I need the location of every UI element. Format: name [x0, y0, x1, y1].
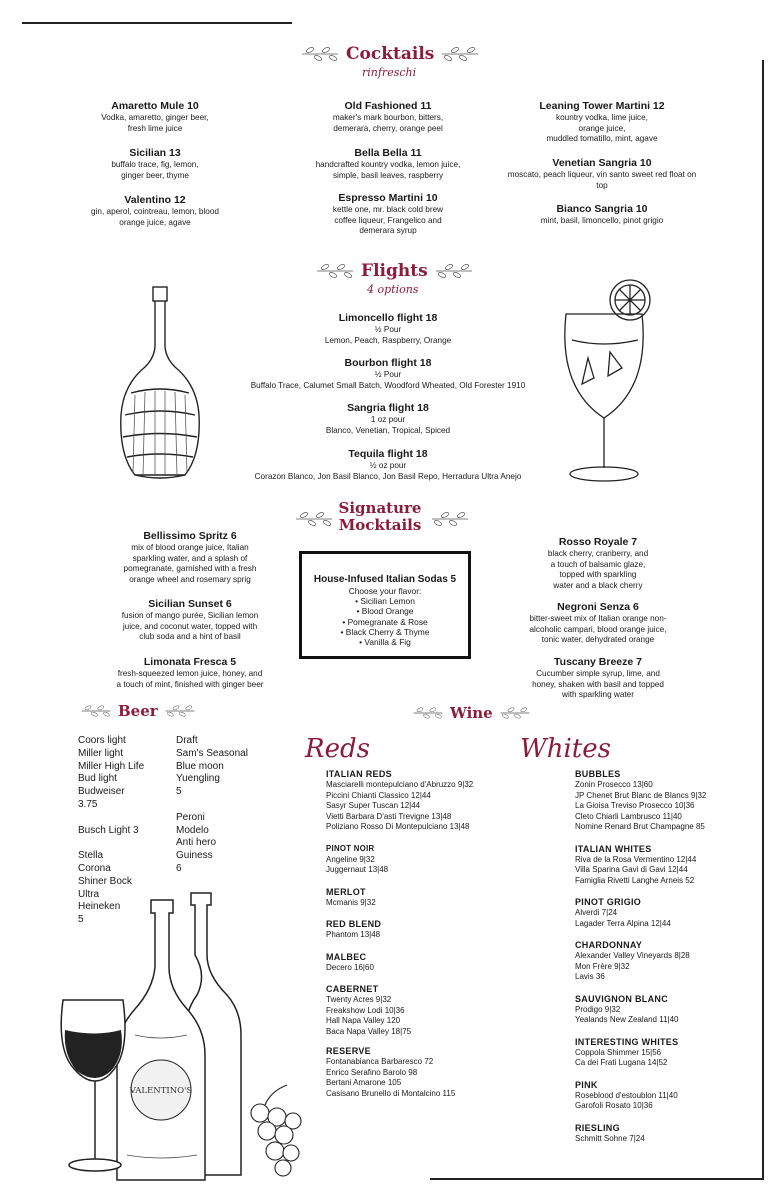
wine-category: RED BLEND Phantom 13|48 — [326, 918, 473, 941]
beer-item: Budweiser — [78, 786, 125, 798]
wine-item: JP Chenet Brut Blanc de Blancs 9|32 — [575, 790, 707, 800]
mocktail-item: Bellissimo Spritz 6 mix of blood orange juice, Italian sparkling water, and a splash of pomegranate, garnished with a fresh orange wheel and rosemary sprig — [100, 530, 280, 585]
beer-price: 5 — [78, 914, 84, 926]
mocktail-item: Sicilian Sunset 6 fusion of mango purée, Sicilian lemon juice, and coconut water, topped with club soda and a hint of basil — [100, 598, 280, 643]
frame-top-line — [22, 22, 292, 24]
whites-list — [575, 768, 706, 1144]
wine-item: Vietti Barbara D'asti Trevigne 13|48 — [326, 811, 452, 821]
beer-item: Anti hero — [176, 837, 217, 849]
wine-item: Lagader Terra Alpina 12|44 — [575, 918, 671, 928]
flights-heading — [315, 261, 474, 281]
beer-price: 3.75 — [78, 798, 98, 810]
mocktail-name: Negroni Senza 6 — [557, 601, 639, 613]
wine-item: Zonin Prosecco 13|60 — [575, 780, 653, 789]
cocktail-item: Venetian Sangria 10 moscato, peach liqueur, vin santo sweet red float on top — [492, 157, 712, 191]
mocktails-title-line1: Signature — [338, 499, 422, 517]
olive-sprig-icon — [164, 703, 196, 719]
wine-item: Schmitt Sohne 7|24 — [575, 1133, 645, 1143]
wine-category: RESERVE Fontanabianca Barbaresco 72 Enrico Serafino Barolo 98 Bertani Amarone 105 Casisano Brunello di Montalcino 115 — [326, 1045, 473, 1099]
olive-sprig-icon — [80, 703, 112, 719]
wine-item: Masciarelli montepulciano d'Abruzzo 9|32 — [326, 780, 474, 789]
beer-item: Guiness — [176, 850, 213, 862]
mocktail-name: Tuscany Breeze 7 — [554, 656, 642, 668]
wine-category: PINK Roseblood d'estoublon 11|40 Garofoli Rosato 10|36 — [575, 1079, 706, 1112]
cocktail-name: Bianco Sangria 10 — [556, 203, 648, 215]
mocktail-name: Limonata Fresca 5 — [143, 656, 237, 668]
beer-item: Modelo — [176, 824, 209, 836]
wine-item: Hall Napa Valley 120 — [326, 1016, 401, 1025]
mocktail-item: Tuscany Breeze 7 Cucumber simple syrup, lime, and honey, shaken with basil and topped with sparkling water — [508, 656, 688, 701]
wine-item: Villa Sparina Gavi di Gavi 12|44 — [575, 865, 688, 874]
reds-list — [326, 768, 473, 1099]
beer-item: Peroni — [176, 811, 205, 823]
olive-sprig-icon — [430, 510, 470, 528]
olive-sprig-icon — [434, 262, 474, 280]
wine-category: SAUVIGNON BLANC Prodigo 9|32 Yealands New Zealand 11|40 — [575, 993, 706, 1026]
wine-category: CHARDONNAY Alexander Valley Vineyards 8|28 Mon Frère 9|32 Lavis 36 — [575, 939, 706, 983]
wine-item: Enrico Serafino Barolo 98 — [326, 1067, 418, 1077]
beer-item: Miller light — [78, 747, 124, 759]
olive-sprig-icon — [294, 510, 334, 528]
olive-sprig-icon — [440, 45, 480, 63]
olive-sprig-icon — [315, 262, 355, 280]
chianti-bottle-illustration — [105, 285, 215, 485]
beer-item: Stella — [78, 850, 104, 862]
beer-heading — [80, 702, 196, 720]
wine-item: Twenty Acres 9|32 — [326, 995, 392, 1004]
cocktail-name: Valentino 12 — [124, 194, 186, 206]
cocktails-subtitle: rinfreschi — [362, 66, 417, 79]
cocktail-name: Leaning Tower Martini 12 — [539, 100, 665, 112]
cocktail-item: Old Fashioned 11 maker's mark bourbon, bitters, demerara, cherry, orange peel — [288, 100, 488, 134]
cocktail-item: Leaning Tower Martini 12 kountry vodka, lime juice, orange juice, muddled tomatillo, mint, agave — [492, 100, 712, 145]
wine-title: Wine — [450, 704, 493, 722]
cocktail-item: Bella Bella 11 handcrafted kountry vodka, lemon juice, simple, basil leaves, raspberry — [288, 147, 488, 181]
wine-item: Angeline 9|32 — [326, 854, 375, 864]
cocktail-item: Amaretto Mule 10 Vodka, amaretto, ginger beer, fresh lime juice — [60, 100, 250, 134]
wine-item: Garofoli Rosato 10|36 — [575, 1101, 653, 1110]
beer-list-right — [176, 735, 248, 876]
mocktail-item: Negroni Senza 6 bitter-sweet mix of Italian orange non- alcoholic campari, blood orange juice, tonic water, dehydrated orange — [508, 601, 688, 646]
wine-item: Mon Frère 9|32 — [575, 961, 630, 971]
wine-item: Alverdi 7|24 — [575, 908, 618, 917]
mocktails-title-line2: Mocktails — [338, 516, 422, 534]
wine-category: RIESLING Schmitt Sohne 7|24 — [575, 1122, 706, 1145]
wine-category: PINOT NOIR Angeline 9|32 Juggernaut 13|48 — [326, 843, 473, 876]
wine-category: PINOT GRIGIO Alverdi 7|24 Lagader Terra Alpina 12|44 — [575, 896, 706, 929]
mocktail-name: Bellissimo Spritz 6 — [143, 530, 237, 542]
wine-item: Nomine Renard Brut Champagne 85 — [575, 822, 705, 831]
sodas-name: House-Infused Italian Sodas 5 — [313, 574, 457, 585]
mocktails-heading — [330, 500, 430, 534]
wine-item: Lavis 36 — [575, 972, 605, 981]
wine-item: Piccini Chianti Classico 12|44 — [326, 790, 431, 800]
wine-item: Baca Napa Valley 18|75 — [326, 1026, 412, 1036]
wine-item: Freakshow Lodi 10|36 — [326, 1005, 405, 1015]
flight-item: Bourbon flight 18 ½ Pour Buffalo Trace, Calumet Small Batch, Woodford Wheated, Old Forester 1910 — [228, 357, 548, 391]
mocktail-name: Rosso Royale 7 — [558, 536, 638, 548]
wine-item: Alexander Valley Vineyards 8|28 — [575, 951, 690, 960]
beer-item: Blue moon — [176, 760, 224, 772]
beer-price: 6 — [176, 862, 182, 874]
beer-item: Shiner Bock — [78, 875, 132, 887]
wine-item: Prodigo 9|32 — [575, 1004, 621, 1014]
wine-item: Poliziano Rosso Di Montepulciano 13|48 — [326, 822, 470, 831]
beer-item: Heineken — [78, 901, 121, 913]
flights-subtitle: 4 options — [367, 283, 419, 296]
beer-item: Miller High Life — [78, 760, 145, 772]
bottle-label: VALENTINO'S — [129, 1086, 193, 1096]
cocktail-item: Bianco Sangria 10 mint, basil, limoncello, pinot grigio — [492, 203, 712, 227]
cocktail-name: Old Fashioned 11 — [344, 100, 432, 112]
mocktail-item: Rosso Royale 7 black cherry, cranberry, and a touch of balsamic glaze, topped with sparkling water and a black cherry — [508, 536, 688, 591]
wine-heading — [412, 704, 531, 722]
beer-item: Draft — [176, 735, 198, 746]
flight-name: Limoncello flight 18 — [338, 312, 438, 324]
wine-category: INTERESTING WHITES Coppola Shimmer 15|56 Ca dei Frati Lugana 14|52 — [575, 1036, 706, 1069]
beer-item: Bud light — [78, 773, 117, 785]
flight-item: Limoncello flight 18 ½ Pour Lemon, Peach, Raspberry, Orange — [228, 312, 548, 346]
wine-category: BUBBLES Zonin Prosecco 13|60 JP Chenet Brut Blanc de Blancs 9|32 La Gioisa Treviso Prosecco 10|36 Cleto Chiarli Lambrusco 11|40 Nomine Renard Brut Champagne 85 — [575, 769, 707, 831]
wine-item: Yealands New Zealand 11|40 — [575, 1015, 679, 1024]
wine-item: Sasyr Super Tuscan 12|44 — [326, 801, 421, 810]
olive-sprig-icon — [412, 705, 444, 721]
cocktail-name: Venetian Sangria 10 — [552, 157, 652, 169]
beer-title: Beer — [118, 702, 158, 720]
flight-name: Tequila flight 18 — [348, 448, 428, 460]
flights-title: Flights — [361, 261, 428, 281]
wine-bottles-illustration — [55, 885, 305, 1185]
beer-item: Busch Light 3 — [78, 824, 139, 836]
reds-heading: Reds — [305, 734, 370, 764]
wine-item: La Gioisa Treviso Prosecco 10|36 — [575, 801, 695, 810]
wine-item: Juggernaut 13|48 — [326, 865, 389, 874]
cocktail-name: Bella Bella 11 — [354, 147, 422, 159]
wine-category: ITALIAN REDS Masciarelli montepulciano d'Abruzzo 9|32 Piccini Chianti Classico 12|44 Sasyr Super Tuscan 12|44 Vietti Barbara D'asti Trevigne 13|48 Poliziano Rosso Di Montepulciano 13|48 — [326, 769, 474, 831]
flight-name: Bourbon flight 18 — [344, 357, 432, 369]
wine-item: Coppola Shimmer 15|56 — [575, 1047, 662, 1057]
whites-heading: Whites — [520, 734, 611, 764]
beer-item: Sam's Seasonal — [176, 747, 248, 759]
wine-item: Decero 16|60 — [326, 962, 374, 972]
beer-item: Coors light — [78, 735, 126, 746]
cocktails-title: Cocktails — [346, 44, 435, 64]
mocktail-name: Sicilian Sunset 6 — [148, 598, 232, 610]
wine-item: Famiglia Rivetti Langhe Arneis 52 — [575, 875, 695, 885]
flight-item: Tequila flight 18 ½ oz pour Corazon Blanco, Jon Basil Blanco, Jon Basil Repo, Herradura Ultra Anejo — [228, 448, 548, 482]
flight-item: Sangria flight 18 1 oz pour Blanco, Venetian, Tropical, Spiced — [228, 402, 548, 436]
wine-item: Fontanabianca Barbaresco 72 — [326, 1057, 434, 1066]
beer-item: Corona — [78, 862, 111, 874]
beer-item: Ultra — [78, 888, 100, 900]
spritz-glass-illustration — [552, 278, 662, 488]
beer-price: 5 — [176, 786, 182, 798]
olive-sprig-icon — [300, 45, 340, 63]
cocktail-name: Amaretto Mule 10 — [111, 100, 199, 112]
beer-item: Yuengling — [176, 773, 220, 785]
wine-category: CABERNET Twenty Acres 9|32 Freakshow Lodi 10|36 Hall Napa Valley 120 Baca Napa Valley 18|75 — [326, 983, 473, 1037]
mocktail-item: Limonata Fresca 5 fresh-squeezed lemon juice, honey, and a touch of mint, finished with ginger beer — [100, 656, 280, 690]
cocktail-item: Espresso Martini 10 kettle one, mr. black cold brew coffee liqueur, Frangelico and demerara syrup — [288, 192, 488, 237]
flight-name: Sangria flight 18 — [347, 402, 429, 414]
wine-item: Cleto Chiarli Lambrusco 11|40 — [575, 811, 682, 821]
wine-item: Casisano Brunello di Montalcino 115 — [326, 1088, 456, 1098]
cocktail-item: Sicilian 13 buffalo trace, fig, lemon, ginger beer, thyme — [60, 147, 250, 181]
cocktails-heading — [300, 44, 480, 64]
wine-category: ITALIAN WHITES Riva de la Rosa Vermentino 12|44 Villa Sparina Gavi di Gavi 12|44 Famiglia Rivetti Langhe Arneis 52 — [575, 843, 706, 887]
wine-item: Mcmanis 9|32 — [326, 897, 376, 907]
frame-bottom-line — [430, 1178, 764, 1180]
wine-item: Phantom 13|48 — [326, 930, 381, 939]
wine-item: Riva de la Rosa Vermentino 12|44 — [575, 854, 697, 864]
cocktail-name: Espresso Martini 10 — [338, 192, 438, 204]
wine-item: Ca dei Frati Lugana 14|52 — [575, 1058, 668, 1067]
wine-category: MERLOT Mcmanis 9|32 — [326, 886, 473, 909]
italian-sodas-box: House-Infused Italian Sodas 5 Choose your flavor: • Sicilian Lemon • Blood Orange • Pomegranate & Rose • Black Cherry & Thyme • Vanilla & Fig — [299, 551, 471, 659]
olive-sprig-icon — [499, 705, 531, 721]
wine-item: Roseblood d'estoublon 11|40 — [575, 1090, 678, 1100]
wine-item: Bertani Amarone 105 — [326, 1078, 402, 1087]
cocktail-item: Valentino 12 gin, aperol, cointreau, lemon, blood orange juice, agave — [60, 194, 250, 228]
frame-right-line — [762, 60, 764, 1180]
cocktail-name: Sicilian 13 — [129, 147, 181, 159]
wine-category: MALBEC Decero 16|60 — [326, 951, 473, 974]
